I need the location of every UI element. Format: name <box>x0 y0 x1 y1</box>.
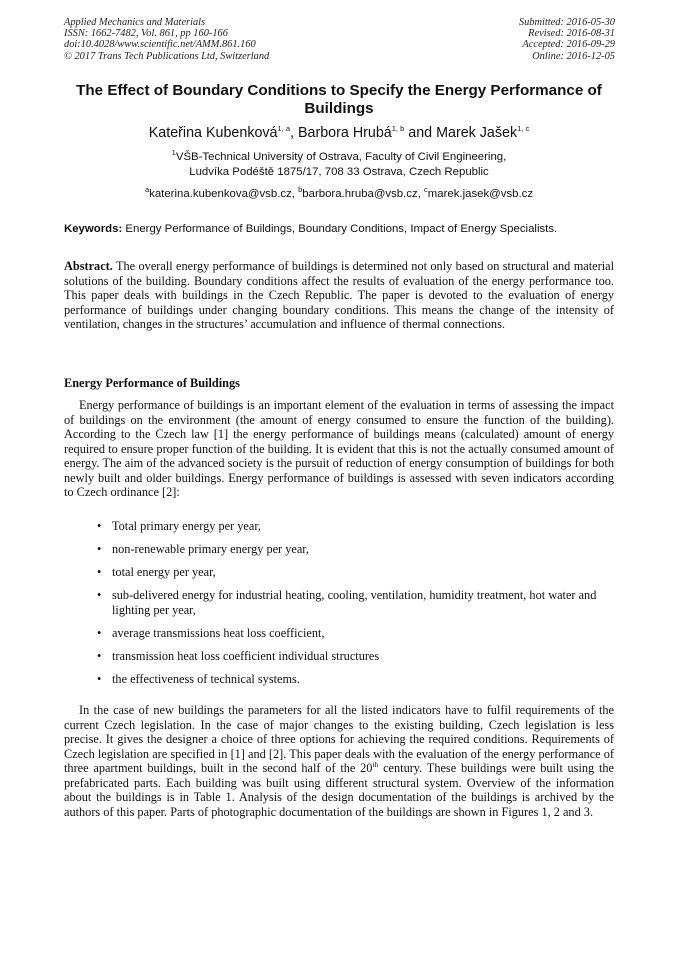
revised-date: Revised: 2016-08-31 <box>528 28 615 40</box>
online-date: Online: 2016-12-05 <box>532 50 615 62</box>
list-item-text: the effectiveness of technical systems. <box>112 672 300 687</box>
journal-info <box>64 17 269 62</box>
email-link[interactable]: marek.jasek@vsb.cz <box>427 188 534 200</box>
list-item <box>64 542 614 557</box>
list-item <box>64 588 614 617</box>
author-name: Barbora Hrubá <box>297 125 392 141</box>
bullet-icon: • <box>97 588 102 603</box>
list-item <box>64 626 614 641</box>
abstract-label: Abstract. <box>64 259 113 273</box>
email-mark: a <box>144 185 150 195</box>
paper-title: The Effect of Boundary Conditions to Specify the Energy Performance of Buildings <box>76 82 602 117</box>
author-name: Kateřina Kubenková <box>148 125 278 141</box>
bullet-icon: • <box>97 672 102 687</box>
affiliation-line-2: Ludvíka Podéště 1875/17, 708 33 Ostrava, Czech Republic <box>189 165 489 178</box>
bullet-icon: • <box>97 565 102 580</box>
list-item <box>64 519 614 534</box>
paragraph-text: century. These buildings were built using the prefabricated parts. Each building was built using different structural system. Overview of the information about the buildings is in Table 1. Analysis of the design documentation of the buildings is archived by the authors of this paper. Parts of photographic documentation of the buildings are shown in Figures 1, 2 and 3. <box>64 761 614 819</box>
author-separator: and <box>404 125 437 141</box>
list-item-text: sub-delivered energy for industrial heating, cooling, ventilation, humidity treatment, hot water and lighting per year, <box>112 588 597 617</box>
indicator-list <box>64 519 614 695</box>
issn-line: ISSN: 1662-7482, Vol. 861, pp 160-166 <box>64 28 228 40</box>
author-affil-mark: 1, a <box>277 124 291 134</box>
list-item <box>64 565 614 580</box>
accepted-date: Accepted: 2016-09-29 <box>522 39 615 51</box>
author-affil-mark: 1, b <box>391 124 405 134</box>
copyright-line: © 2017 Trans Tech Publications Ltd, Switzerland <box>64 50 270 62</box>
list-item <box>64 649 614 664</box>
affiliation-line-1: VŠB-Technical University of Ostrava, Faculty of Civil Engineering, <box>175 151 507 163</box>
submitted-date: Submitted: 2016-05-30 <box>518 17 615 28</box>
email-mark: b <box>298 185 303 195</box>
author-affil-mark: 1, c <box>517 124 530 134</box>
body-paragraph-1: Energy performance of buildings is an important element of the evaluation in terms of assessing the impact of buildings on the environment (the amount of energy consumed to ensure the function of the building). According to the Czech law [1] the energy performance of buildings means (calculated) amount of energy required to ensure proper function of the building. It is evident that this is not the actually consumed amount of energy. The aim of the advanced society is the pursuit of reduction of energy consumption of buildings for both newly built and older buildings. Energy performance of buildings is assessed with seven indicators according to Czech ordinance [2]: <box>64 398 614 499</box>
email-separator: , <box>291 188 299 200</box>
author-list <box>64 124 614 142</box>
doi-line: doi:10.4028/www.scientific.net/AMM.861.160 <box>64 39 256 51</box>
bullet-icon: • <box>97 648 102 663</box>
paragraph-text: In the case of new buildings the parameters for all the listed indicators have to fulfil requirements of the current Czech legislation. In the case of major changes to the existing building, Czech legislation is less precise. It gives the designer a choice of three options for achieving the required conditions. Requirements of Czech legislation are specified in [1] and [2]. This paper deals with the evaluation of the energy performance of three apartment buildings, built in the second half of the 20 <box>64 703 614 775</box>
journal-name: Applied Mechanics and Materials <box>64 17 206 28</box>
body-paragraph-2 <box>64 703 614 819</box>
affiliation <box>64 150 614 179</box>
list-item <box>64 672 614 687</box>
email-link[interactable]: barbora.hruba@vsb.cz <box>302 188 418 200</box>
abstract <box>64 259 614 332</box>
publication-dates <box>519 17 615 62</box>
list-item-text: total energy per year, <box>112 565 216 580</box>
list-item-text: transmission heat loss coefficient individual structures <box>112 648 380 663</box>
abstract-text: The overall energy performance of buildings is determined not only based on structural and material solutions of the building. Boundary conditions affect the results of evaluation of the energy performance too. This paper deals with buildings in the Czech Republic. The paper is devoted to the evaluation of energy performance of buildings under changing boundary conditions. This means the change of the intensity of ventilation, changes in the structures’ accumulation and influence of thermal connections. <box>64 259 614 331</box>
section-heading: Energy Performance of Buildings <box>64 376 240 390</box>
keywords <box>64 222 616 236</box>
list-item-text: non-renewable primary energy per year, <box>112 542 309 557</box>
list-item-text: Total primary energy per year, <box>112 519 261 533</box>
author-name: Marek Jašek <box>436 125 518 141</box>
keywords-label: Keywords: <box>64 223 123 235</box>
affiliation-mark: 1 <box>171 148 176 158</box>
email-link[interactable]: katerina.kubenkova@vsb.cz <box>149 188 292 200</box>
bullet-icon: • <box>97 542 102 557</box>
author-emails <box>64 187 614 201</box>
keywords-text: Energy Performance of Buildings, Boundary Conditions, Impact of Energy Specialists. <box>122 223 558 235</box>
email-mark: c <box>424 185 428 195</box>
list-item-text: average transmissions heat loss coefficient, <box>112 625 325 640</box>
email-separator: , <box>417 188 425 200</box>
bullet-icon: • <box>97 519 102 533</box>
author-separator: , <box>290 125 298 141</box>
bullet-icon: • <box>97 625 102 640</box>
ordinal-suffix: th <box>372 759 379 769</box>
